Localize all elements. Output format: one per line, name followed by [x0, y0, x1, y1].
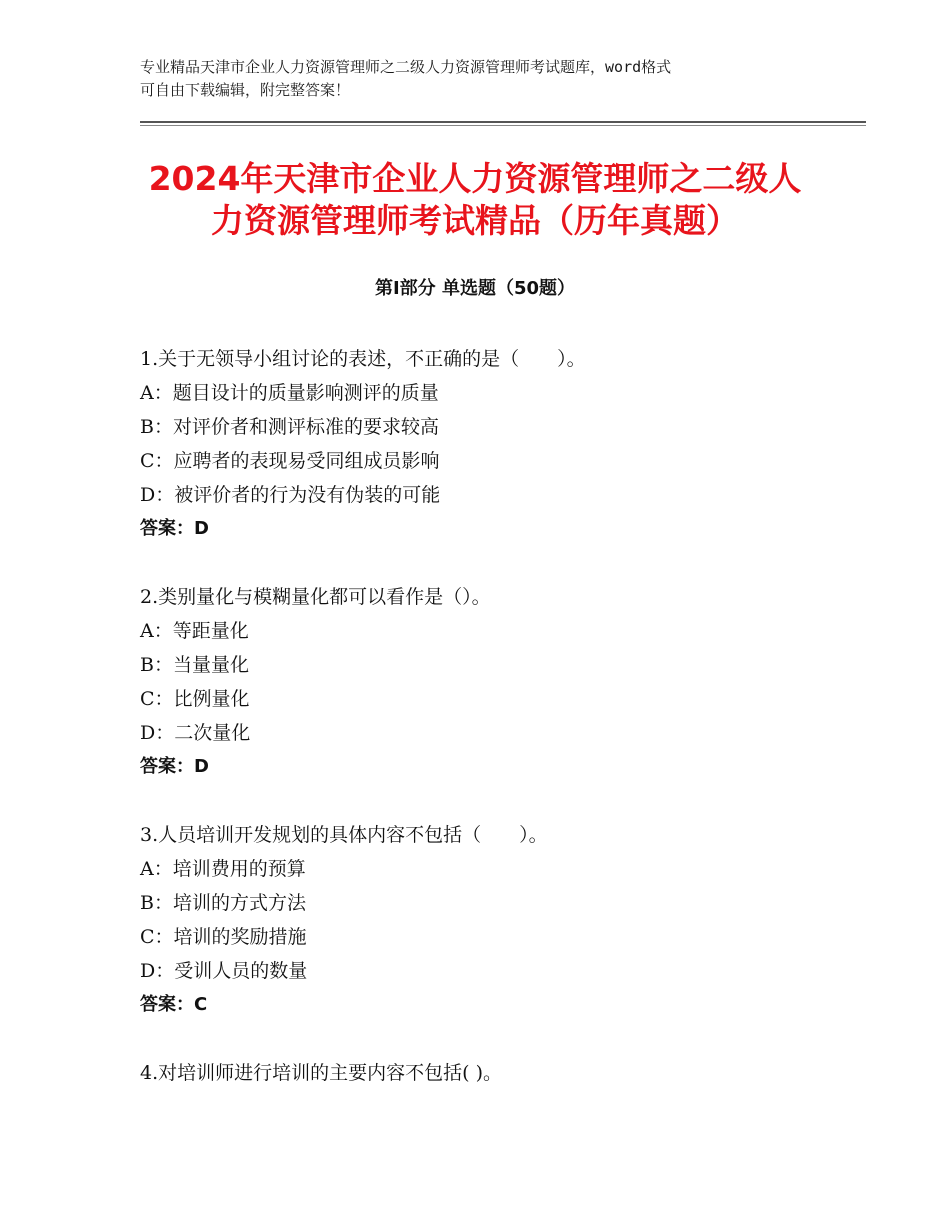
option-c: C：比例量化 — [140, 688, 250, 710]
question-item — [140, 342, 860, 546]
answer-line: 答案：D — [140, 756, 209, 777]
question-stem: 3.人员培训开发规划的具体内容不包括（ ）。 — [140, 824, 548, 846]
option-a: A：等距量化 — [140, 620, 249, 642]
option-b: B：对评价者和测评标准的要求较高 — [140, 416, 439, 438]
question-stem: 2.类别量化与模糊量化都可以看作是（）。 — [140, 586, 491, 608]
title-line-2: 力资源管理师考试精品（历年真题） — [211, 201, 739, 240]
option-a: A：培训费用的预算 — [140, 858, 306, 880]
option-d: D：被评价者的行为没有伪装的可能 — [140, 484, 441, 506]
answer-line: 答案：C — [140, 994, 208, 1015]
header-note-line-1: 专业精品天津市企业人力资源管理师之二级人力资源管理师考试题库，word格式 — [140, 58, 672, 76]
header-divider-thin — [140, 125, 866, 126]
question-item — [140, 580, 860, 784]
header-divider-thick — [140, 121, 866, 123]
option-c: C：应聘者的表现易受同组成员影响 — [140, 450, 440, 472]
question-item — [140, 818, 860, 1022]
option-b: B：培训的方式方法 — [140, 892, 306, 914]
answer-line: 答案：D — [140, 518, 209, 539]
section-heading: 第I部分 单选题（50题） — [374, 278, 575, 299]
question-item — [140, 1056, 860, 1090]
option-d: D：受训人员的数量 — [140, 960, 308, 982]
question-stem: 1.关于无领导小组讨论的表述，不正确的是（ ）。 — [140, 348, 586, 370]
option-d: D：二次量化 — [140, 722, 251, 744]
question-list — [140, 342, 860, 1124]
document-header-note — [140, 56, 820, 102]
option-b: B：当量量化 — [140, 654, 249, 676]
option-c: C：培训的奖励措施 — [140, 926, 307, 948]
title-line-1: 2024年天津市企业人力资源管理师之二级人 — [148, 159, 802, 198]
option-a: A：题目设计的质量影响测评的质量 — [140, 382, 439, 404]
document-title — [80, 158, 870, 242]
header-note-line-2: 可自由下载编辑，附完整答案！ — [140, 81, 351, 99]
question-stem: 4.对培训师进行培训的主要内容不包括( )。 — [140, 1062, 502, 1084]
